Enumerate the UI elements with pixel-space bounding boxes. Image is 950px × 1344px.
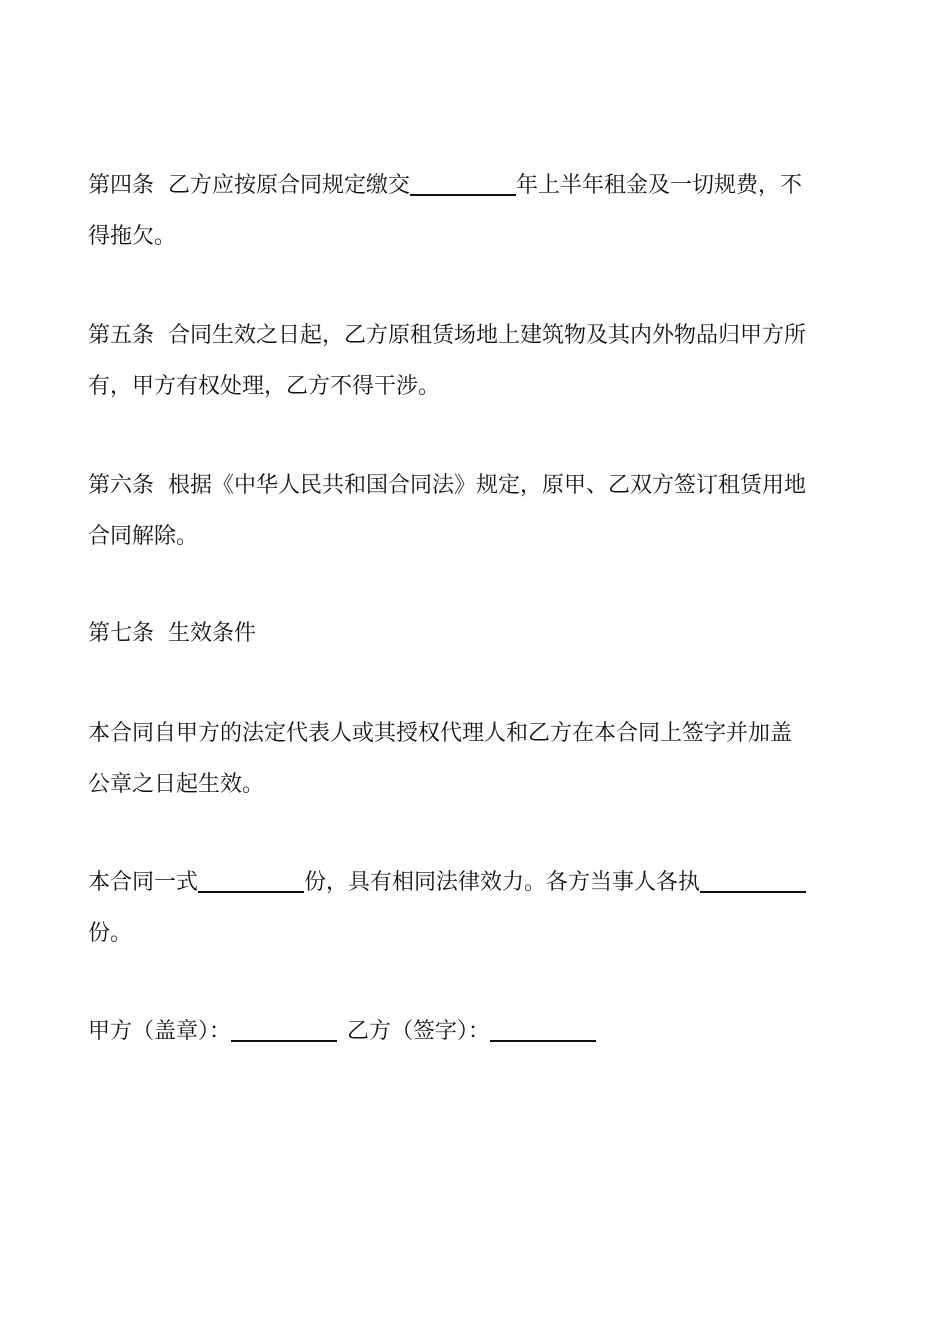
article-6-text-1: 根据《中华人民共和国合同法》规定，原甲、乙双方签订租赁用地 [168,473,807,498]
copies-each-blank [700,869,806,893]
party-a-signature-blank [231,1018,337,1042]
article-4-line-2: 得拖欠。 [88,224,177,249]
copies-text-b: 份，具有相同法律效力。各方当事人各执 [304,870,701,895]
article-5-line-1 [88,310,868,361]
article-5-text-1: 合同生效之日起，乙方原租赁场地上建筑物及其内外物品归甲方所 [168,323,807,348]
article-4-label: 第四条 [88,173,155,198]
effect-line-1: 本合同自甲方的法定代表人或其授权代理人和乙方在本合同上签字并加盖 [88,721,793,746]
article-7-heading [88,608,868,659]
party-b-label: 乙方（签字）： [347,1019,491,1044]
article-5-label: 第五条 [88,323,155,348]
article-6 [88,460,868,562]
copies-clause [88,857,868,959]
article-7 [88,608,868,659]
article-4 [88,160,868,262]
article-6-line-1 [88,460,868,511]
article-5-line-2: 有，甲方有权处理，乙方不得干涉。 [88,374,441,399]
article-7-label: 第七条 [88,621,155,646]
rent-year-blank [410,172,516,196]
article-4-text-a: 乙方应按原合同规定缴交 [168,173,411,198]
article-7-title: 生效条件 [168,621,257,646]
effect-clause [88,708,868,810]
article-6-line-2: 合同解除。 [88,524,199,549]
signature-line [88,1006,868,1057]
signature-block [88,1006,868,1057]
article-4-text-b: 年上半年租金及一切规费，不 [516,173,803,198]
party-a-label: 甲方（盖章）： [88,1019,232,1044]
effect-line-2: 公章之日起生效。 [88,772,265,797]
copies-text-a: 本合同一式 [88,870,199,895]
party-b-signature-blank [490,1018,596,1042]
copies-count-blank [198,869,304,893]
copies-line-1 [88,857,868,908]
article-6-label: 第六条 [88,473,155,498]
article-5 [88,310,868,412]
copies-line-2: 份。 [88,921,133,946]
article-4-line-1 [88,160,868,211]
